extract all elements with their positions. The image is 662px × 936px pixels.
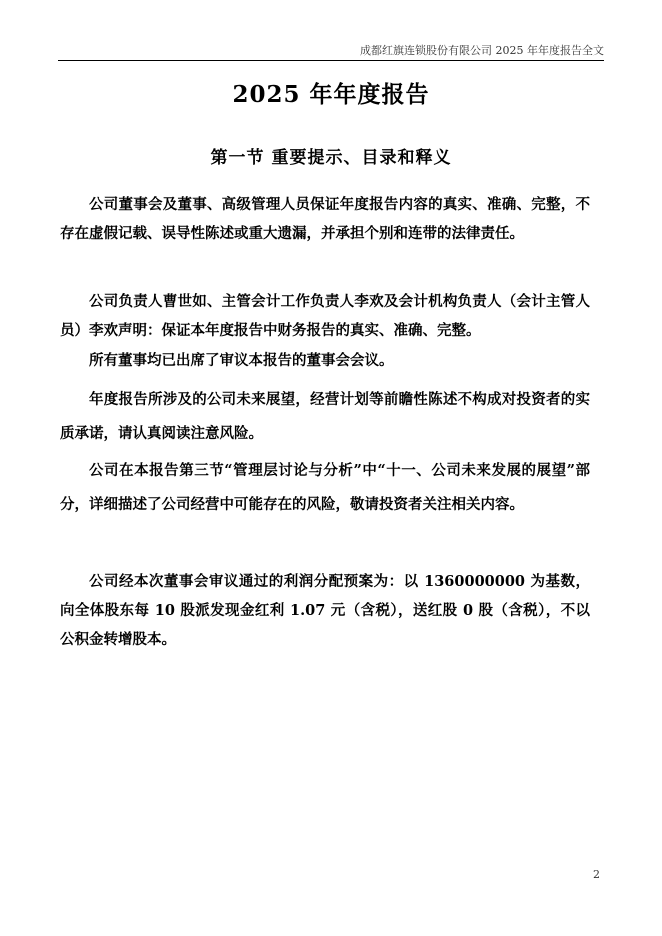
paragraph-forward-looking: 年度报告所涉及的公司未来展望，经营计划等前瞻性陈述不构成对投资者的实质承诺，请认真阅读注意风险。 — [60, 391, 590, 442]
paragraph-board-guarantee: 公司董事会及董事、高级管理人员保证年度报告内容的真实、准确、完整，不存在虚假记载、误导性陈述或重大遗漏，并承担个别和连带的法律责任。 — [60, 196, 590, 242]
section-title: 第一节 重要提示、目录和释义 — [210, 148, 452, 168]
paragraph-risk-notice: 公司在本报告第三节“管理层讨论与分析”中“十一、公司未来发展的展望”部分，详细描述了公司经营中可能存在的风险，敬请投资者关注相关内容。 — [60, 462, 590, 513]
document-title: 2025 年年度报告 — [232, 81, 430, 108]
paragraph-responsible-persons: 公司负责人曹世如、主管会计工作负责人李欢及会计机构负责人（会计主管人员）李欢声明：保证本年度报告中财务报告的真实、准确、完整。 — [60, 293, 590, 339]
paragraph-directors-attendance: 所有董事均已出席了审议本报告的董事会会议。 — [89, 352, 394, 369]
header-divider — [58, 60, 604, 61]
running-header: 成都红旗连锁股份有限公司 2025 年年度报告全文 — [360, 44, 604, 57]
page-number: 2 — [593, 868, 600, 881]
paragraph-profit-distribution: 公司经本次董事会审议通过的利润分配预案为：以 1360000000 为基数，向全体股东每 10 股派发现金红利 1.07 元（含税），送红股 0 股（含税），不以公积金转增股本。 — [60, 573, 590, 648]
